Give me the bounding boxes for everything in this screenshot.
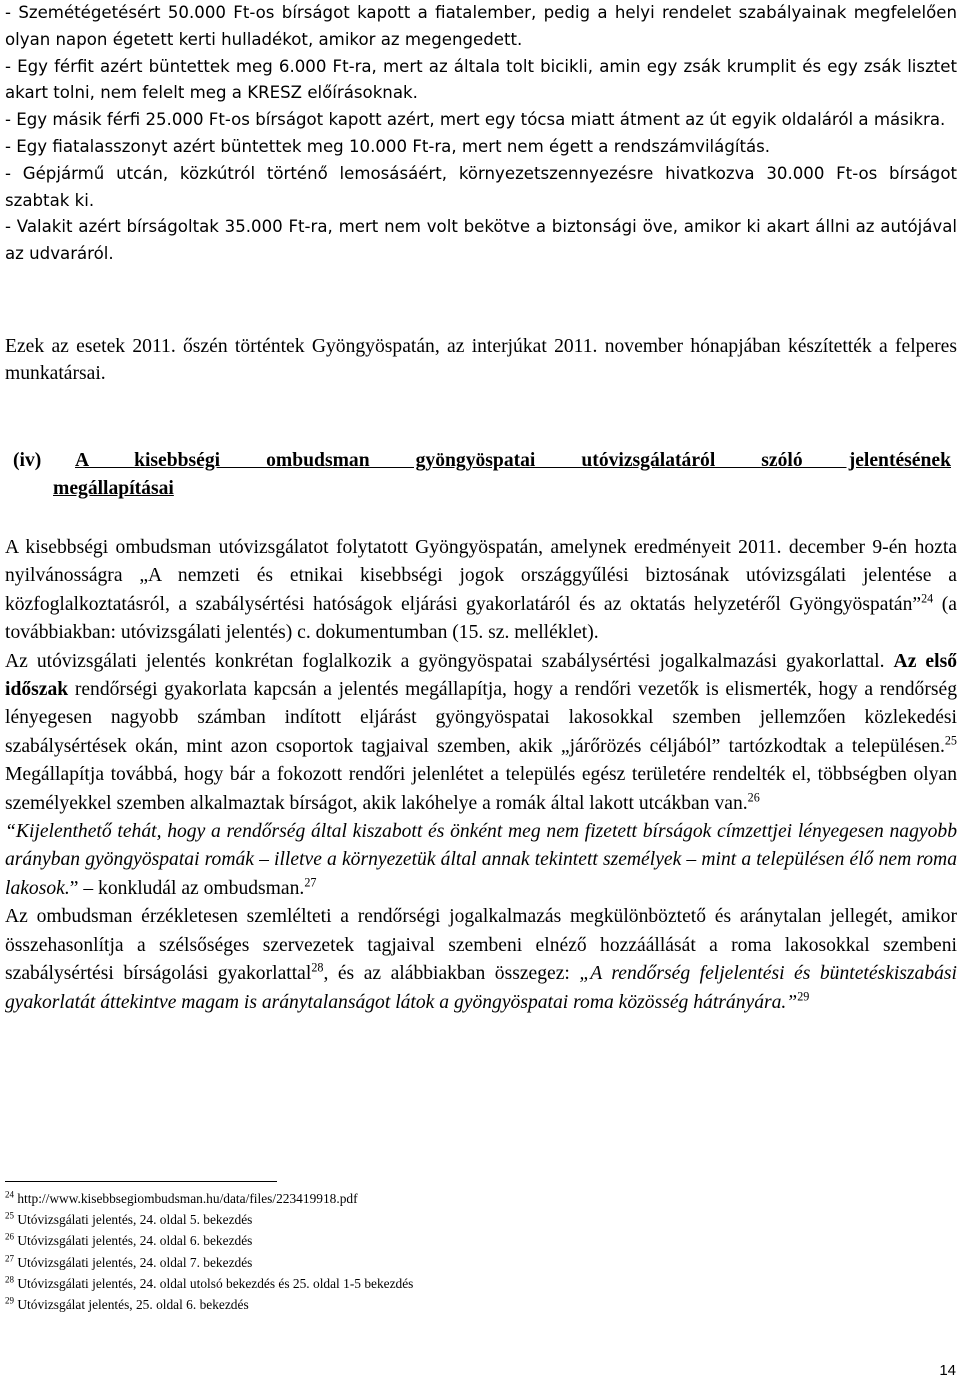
list-item: - Szemétégetésért 50.000 Ft-os bírságot kapott a fiatalember, pedig a helyi rendelet szabályainak megfelelően olyan napon égetett kerti hulladékot, amikor az megengedett. <box>5 3 957 49</box>
intro-paragraph: Ezek az esetek 2011. őszén történtek Gyöngyöspatán, az interjúkat 2011. november hónapjában készítették a felperes munkatársai. <box>5 336 957 384</box>
list-item: - Valakit azért bírságoltak 35.000 Ft-ra, mert nem volt bekötve a biztonsági öve, amikor ki akart állni az autójával az udvaráról. <box>5 217 957 264</box>
section-title-line2: megállapításai <box>53 478 174 499</box>
quote-text: “Kijelenthető tehát, hogy a rendőrség által kiszabott és önként meg nem fizetett bírságok címzettjei lényegesen nagyobb arányban gyöngyöspatai romák – illetve a környezetük által annak tekintett személyek – mint a településen élő nem roma lakosok. <box>5 821 957 899</box>
list-item: - Gépjármű utcán, közkútról történő lemosásáért, környezetszennyezésre hivatkozva 30.000 Ft-os bírságot szabtak ki. <box>5 163 957 210</box>
section-number: (iv) <box>13 450 42 471</box>
footnote: $^{24}$ http://www.kisebbsegiombudsman.hu/data/files/223419918.pdf <box>5 1189 358 1206</box>
paragraph: Az utóvizsgálati jelentés konkrétan foglalkozik a gyöngyöspatai szabálysértési jogalkalmazási gyakorlattal. Az első időszak rendőrségi gyakorlata kapcsán a jelentés megállapítja, hogy a rendőri vezetők is elismerték, hogy a rendőrség lényegesen nagyobb számban indított eljárást gyöngyöspatai lakosokkal szemben jellemzően közlekedési szabálysértések okán, mint azon csoportok tagjaival szemben, akik „járőrözés céljából” tartózkodtak a településen.$^{25}$ Megállapítja továbbá, hogy bár a fokozott rendőri jelenlétet a település egész területére rendelték el, többségben olyan személyekkel szemben alkalmaztak bírságot, akik lakóhelye a romák által lakott utcákban van.$^{26}$ <box>5 650 957 814</box>
footnote-link[interactable]: http://www.kisebbsegiombudsman.hu/data/files/223419918.pdf <box>17 1191 358 1206</box>
footnote-ref[interactable]: 26 <box>747 790 760 805</box>
section-heading <box>13 447 956 503</box>
paragraph: Az ombudsman érzékletesen szemlélteti a rendőrségi jogalkalmazás megkülönböztető és aránytalan jellegét, amikor összehasonlítja a szélsőséges szervezetek tagjaival szembeni elnéző hozzáállását a roma lakosokkal szembeni szabálysértési bírságolási gyakorlattal$^{28}$, és az alábbiakban összegez: „A rendőrség feljelentési és büntetéskiszabási gyakorlatát áttekintve magam is aránytalanságot látok a gyöngyöspatai roma közösség hátrányára.”$^{29}$ <box>5 906 958 1013</box>
section-title-line1: A kisebbségi ombudsman gyöngyöspatai utóvizsgálatáról szóló jelentésének <box>75 450 951 471</box>
page-number: 14 <box>939 1362 956 1379</box>
footnote-ref[interactable]: 29 <box>797 988 810 1003</box>
footnotes <box>5 1188 905 1315</box>
paragraph: “Kijelenthető tehát, hogy a rendőrség által kiszabott és önként meg nem fizetett bírságok címzettjei lényegesen nagyobb arányban gyöngyöspatai romák – illetve a környezetük által annak tekintett személyek – mint a településen élő nem roma lakosok.” – konkludál az ombudsman.$^{27}$ <box>5 821 957 899</box>
footnote-separator <box>5 1181 277 1182</box>
bold-phrase: Az első időszak <box>5 650 957 701</box>
list-item: - Egy másik férfi 25.000 Ft-os bírságot kapott azért, mert egy tócsa miatt átment az út egyik oldaláról a másikra. <box>5 110 946 130</box>
footnote-ref[interactable]: 28 <box>311 960 324 975</box>
paragraph: A kisebbségi ombudsman utóvizsgálatot folytatott Gyöngyöspatán, amelynek eredményeit 2011. december 9-én hozta nyilvánosságra „A nemzeti és etnikai kisebbségi jogok országgyűlési biztosának utóvizsgálati jelentése a közfoglalkoztatásról, a szabálysértési hatóságok eljárási gyakorlatáról és az oktatás helyzetéről Gyöngyöspatán”$^{24}$ (a továbbiakban: utóvizsgálati jelentés) c. dokumentumban (15. sz. melléklet). <box>5 537 958 644</box>
footnote-ref[interactable]: 24 <box>921 591 934 606</box>
footnote-ref[interactable]: 27 <box>304 875 317 890</box>
list-item: - Egy férfit azért büntettek meg 6.000 Ft-ra, mert az általa tolt bicikli, amin egy zsák krumplit és egy zsák lisztet akart tolni, nem felelt meg a KRESZ előírásoknak. <box>5 56 957 103</box>
footnote: $^{27}$ Utóvizsgálati jelentés, 24. oldal 7. bekezdés <box>5 1253 253 1270</box>
footnote: $^{25}$ Utóvizsgálati jelentés, 24. oldal 5. bekezdés <box>5 1210 253 1228</box>
footnote-ref[interactable]: 25 <box>944 733 957 748</box>
quote-text: „A rendőrség feljelentési és büntetéskiszabási gyakorlatát áttekintve magam is aránytalanságot látok a gyöngyöspatai roma közösség hátrányára.” <box>5 963 958 1013</box>
body-text <box>5 534 957 1017</box>
footnote: $^{29}$ Utóvizsgálat jelentés, 25. oldal 6. bekezdés <box>5 1295 249 1313</box>
footnote: $^{26}$ Utóvizsgálati jelentés, 24. oldal 6. bekezdés <box>5 1231 253 1249</box>
list-item: - Egy fiatalasszonyt azért büntettek meg 10.000 Ft-ra, mert nem égett a rendszámvilágítás. <box>5 136 771 156</box>
footnote: $^{28}$ Utóvizsgálati jelentés, 24. oldal utolsó bekezdés és 25. oldal 1-5 bekezdés <box>5 1274 414 1291</box>
fine-cases-list <box>5 0 957 268</box>
